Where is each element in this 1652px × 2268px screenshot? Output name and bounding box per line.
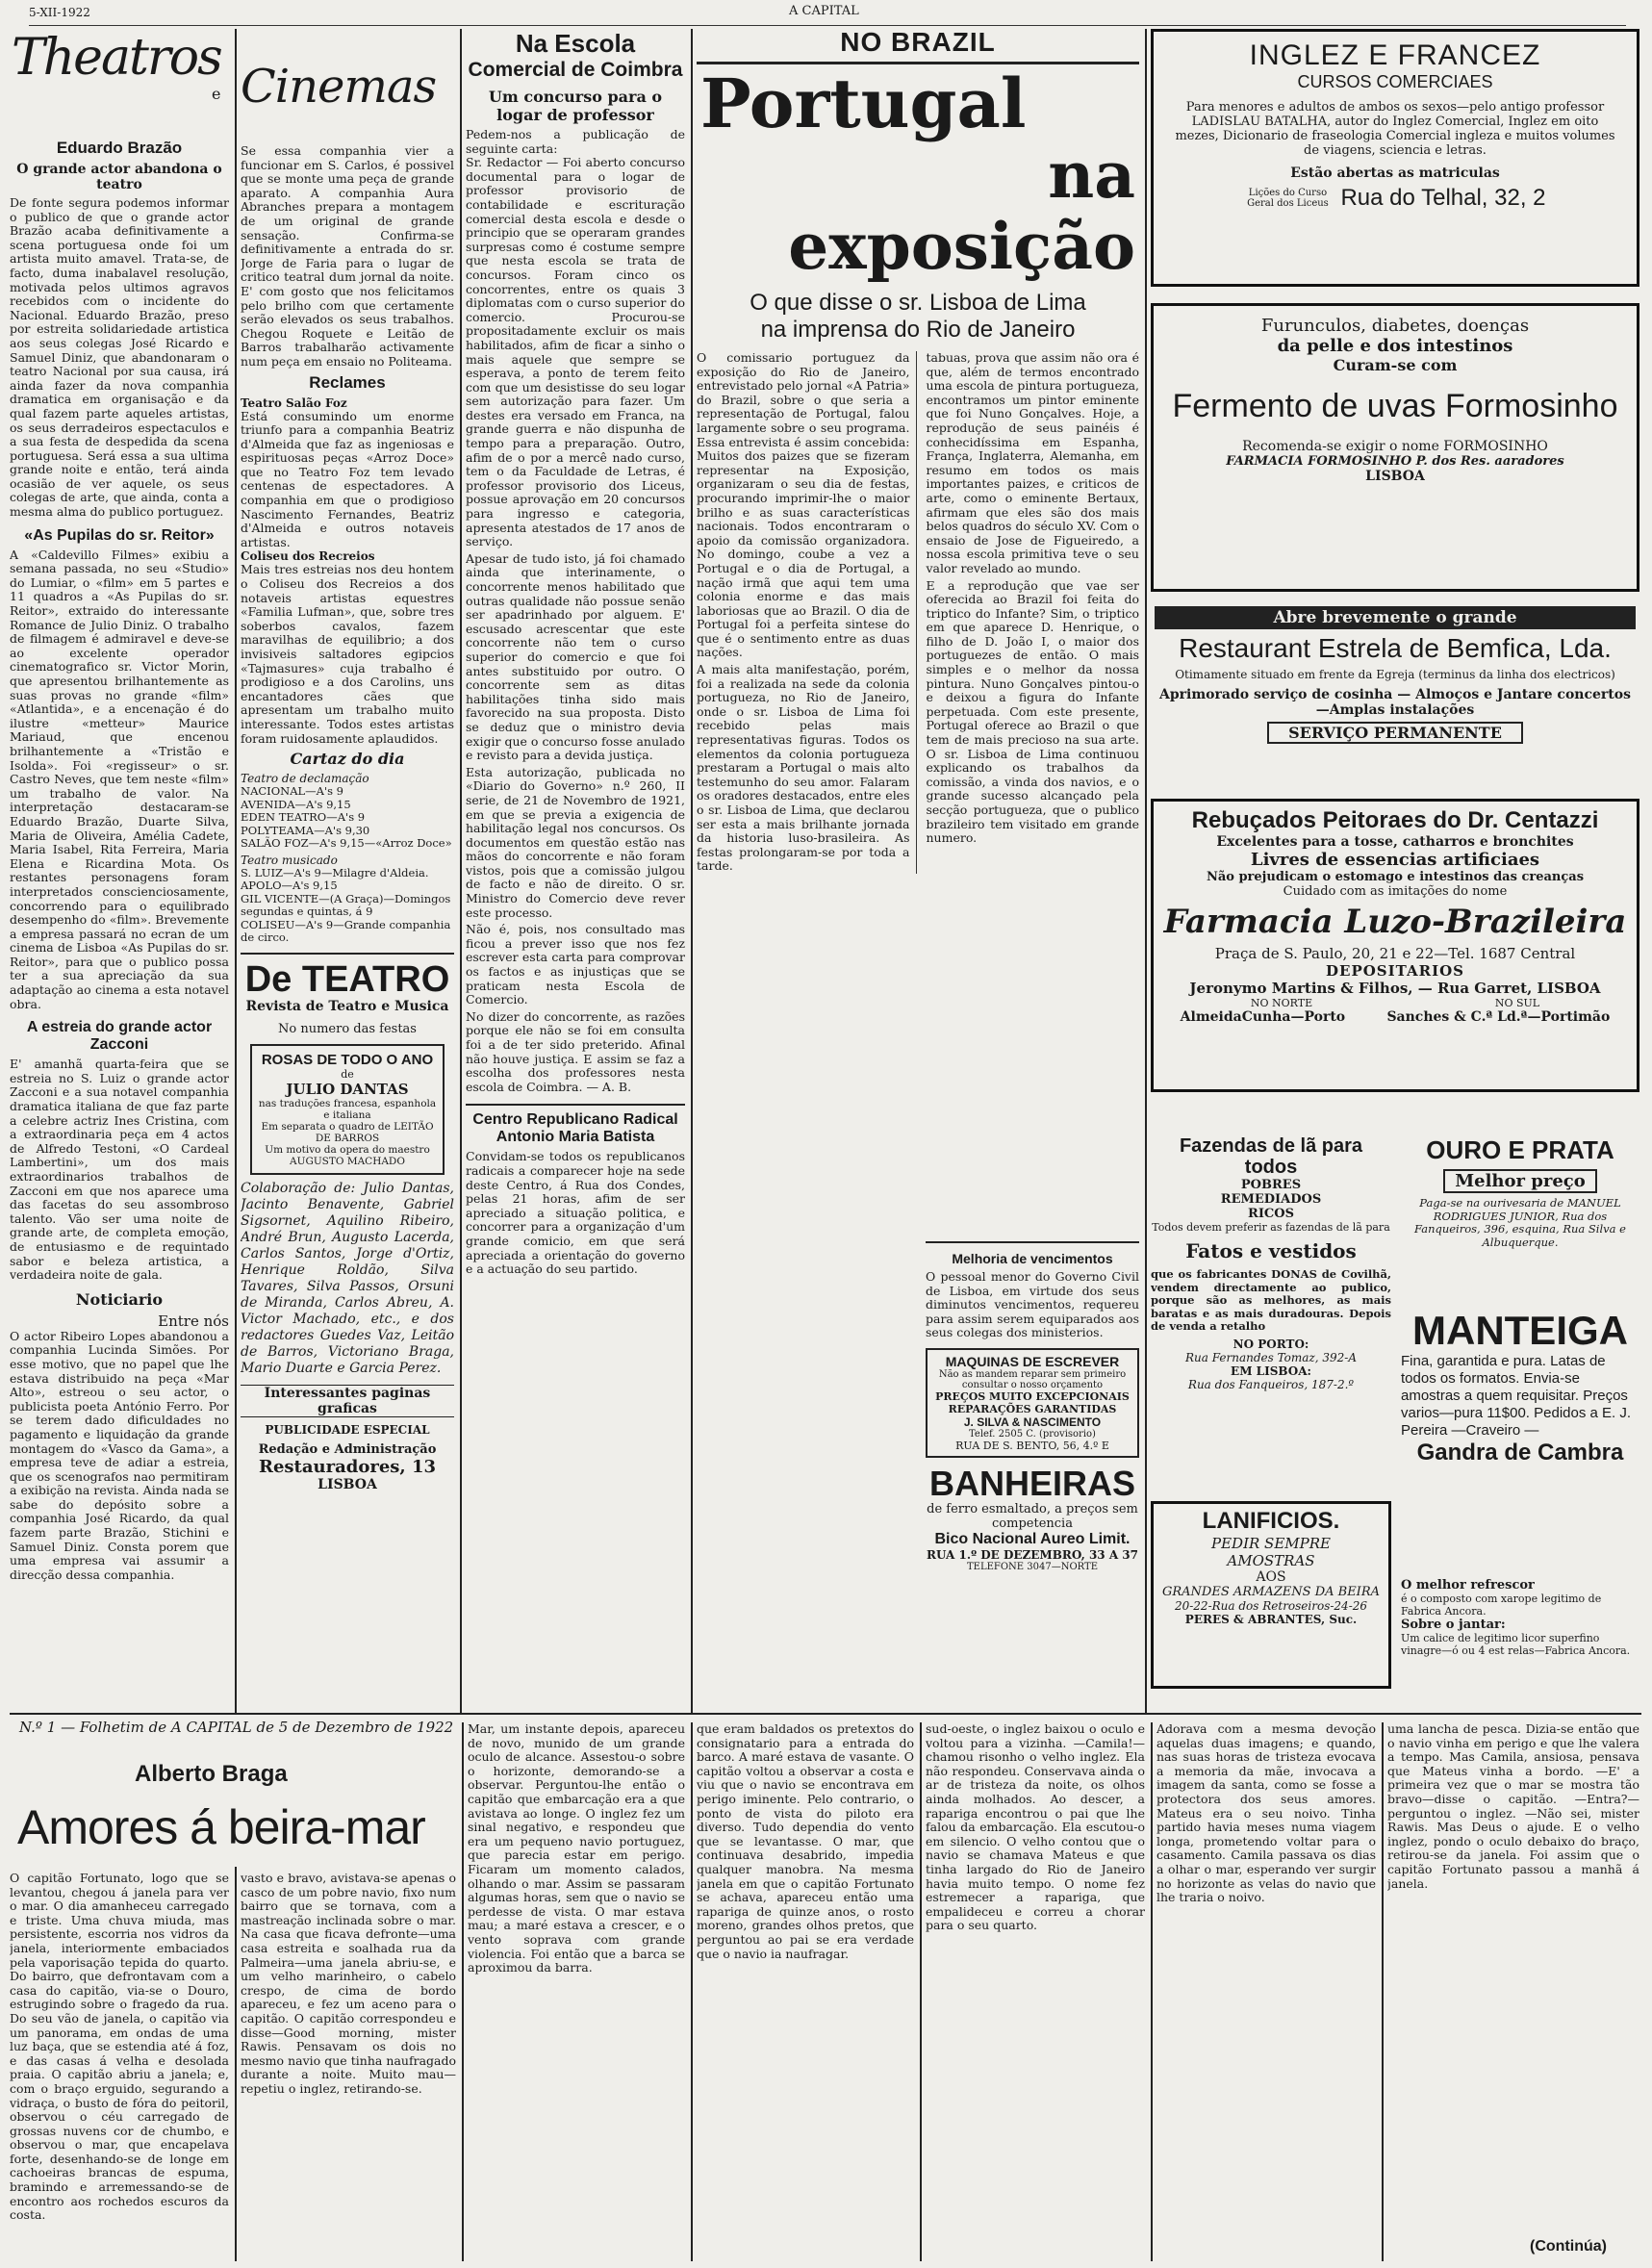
column-rule [1145,29,1147,1713]
article-intro: Pedem-nos a publicação de seguinte carta: [466,127,685,156]
folhetim-col-4 [697,1722,914,2261]
column-lower-ads [926,1241,1139,1713]
brazil-text-a1: O comissario portuguez da exposição do Rio de Janeiro, entrevistado pelo jornal «A Patria» do Brazil, sobre o que seria a representação de Portugal, falou largamente sobre o seu programa. Essa entrevista é assim concebida: Muitos dos paizes que se fizeram representar na Exposição, organizaram o seu dia de festas, procurando imprimir-lhe o maior brilho e as suas características nacionais. Todos encontraram o apoio da comissão organizadora. No domingo, coube a vez a Portugal e o dia de Portugal, a nação irmã que aqui tem uma colonia enorme e das mais laboriosas que ao Brazil. O dia de Portugal foi a perfeita sintese do que é o sentimento entre as duas nações. [697,350,910,660]
melhoria-text: O pessoal menor do Governo Civil de Lisboa, em virtude dos seus diminutos vencimentos, requereu para assim serem equiparados aos seus colegas dos ministerios. [926,1269,1139,1340]
issue-date: 5-XII-1922 [29,6,90,19]
title-exposicao: na exposição [788,138,1135,284]
cartaz-declamacao-list [241,785,454,851]
maquinas-title: MAQUINAS DE ESCREVER [945,1353,1120,1369]
brazil-col-a [697,351,917,874]
rebucados-cuidado: Cuidado com as imitações do nome [1283,884,1508,899]
folhetim-col-7 [1387,1722,1639,2232]
de-teatro-address: Restauradores, 13 [259,1456,436,1477]
header-cinemas: Cinemas [241,60,437,114]
folhetim-col-3 [468,1722,685,2261]
cartaz-item: GIL VICENTE—(A Graça)—Domingos segundas e quintas, á 9 [241,891,451,919]
restaurant-location: Otimamente situado em frente da Egreja (terminus da linha dos electricos) [1175,668,1615,681]
folhetim-col-rule [1382,1722,1384,2261]
article-noticiario-text: O actor Ribeiro Lopes abandonou a companhia Lucinda Simões. Por esse motivo, que no papel que lhe estava distribuido na peça «Mar Alto», estreou o seu actor, o publicista poeta António Ferro. Por se terem dado dificuldades no pagamento e liquidação da grande montagem do «Vasco da Gama», a empresa teve de adiar a estreia, que os scenografos nao permitiram a exibição na revista. Ainda nada se sabe do depósito sobre a companhia José Ricardo, da qual fazem parte Brazão, Stichini e Samuel Diniz. Consta porem que uma empresa vai assumir a direcção dessa companhia. [10,1328,229,1582]
brazil-text-b2: E a reprodução que vae ser oferecida ao Brazil foi feita do triptico do Infante? Sim, o triptico em que aparece D. Henrique, o filho de D. João I, o maior dos portuguezes de então. O mais simples e o melhor da nossa pintura. Nuno Gonçalves pintou-o e deixou a figura do Infante perpetuada. Com este presente, Portugal oferece ao Brazil o que tem de mais precioso na sua arte. O sr. Lisboa de Lima continuou explicando os trabalhos da comissão, a vinda dos navios, e o grande sucesso alcançado pela secção portugueza, que o publico brazileiro tem visitado em grande numero. [926,577,1139,846]
fermento-line2: da pelle e dos intestinos [1277,336,1513,356]
refrescos-jantar: Sobre o jantar: [1401,1618,1506,1632]
folhetim-text-4: que eram baldados os pretextos do consignatario para a entrada do barco. A maré estava de vasante. O capitão voltou a observar a costa e viu que o navio se encontrava em perigo iminente. Pelo contrario, o ponto de vista do piloto era diverso. Tudo dependia do vento que se levantasse. O mar, que continuava desabrido, impedia qualquer manobra. Na mesma janela em que o capitão Fortunato se achava, apareceu então uma rapariga de quinze anos, o rosto moreno, grandes olhos pretos, que perguntou ao pai se era verdade que o navio ia naufragar. [697,1722,914,1961]
maquinas-precos: PREÇOS MUITO EXCEPCIONAIS [935,1389,1130,1403]
article-companhias-text: Se essa companhia vier a funcionar em S. Carlos, é possivel que se monte uma peça de grande aparato. A companhia Aura Abranches prepara a montagem de um original de grande sensação. Confirma-se definitivamente a entrada do sr. Jorge de Faria para o lugar de critico teatral dum jornal da noite. E' com gosto que nos felicitamos pelo brilho com que certamente serão elevados os seus trabalhos. Chegou Roquete e Leitão de Barros trabalharão activamente num peça em ensaio no Politeama. [241,144,454,369]
fermento-title: Fermento de uvas Formosinho [1172,388,1618,424]
fazendas-text: que os fabricantes DONAS de Covilhã, vendem directamente ao publico, porque são as melhores, as mais baratas e as mais duradouras. Depois de venda a retalho [1151,1267,1391,1333]
article-centro-text: Convidam-se todos os republicanos radicais a comparecer hoje na sede deste Centro, á Rua dos Condes, pelas 21 horas, afim de ser apreciado a situação politica, e concorrer para a organização d'um grande comicio, em que será apreciada a orientação do governo e a actuação do seu partido. [466,1149,685,1277]
folhetim-col-rule [691,1722,693,2261]
article-salao-foz-text: Está consumindo um enorme triunfo para a companhia Beatriz d'Almeida que faz as ingeniosas e espirituosas peças «Arroz Doce» que no Teatro Foz tem levado centenas de espectadores. A companhia em que o prodigioso Nascimento Fernandes, Beatriz d'Almeida e outros notaveis artistas. [241,408,454,549]
cartaz-item: EDEN TEATRO—A's 9 [241,810,366,825]
masthead [29,4,1626,26]
cartaz-item: AVENIDA—A's 9,15 [241,797,351,811]
lanificios-pedir: PEDIR SEMPRE [1211,1535,1331,1552]
de-teatro-ad [241,953,454,1492]
brazil-text-a2: A mais alta manifestação, porém, foi a realizada na sede da colonia portugueza, no Rio de Janeiro, onde o sr. Lisboa de Lima foi recebido pelas mais representativas figuras. Todos os elementos da colonia portugueza prestaram a Portugal o mais alto testemunho do seu amor. Falaram os oradores destacados, entre eles o sr. Lisboa de Lima, que declarou ser esta a mais brilhante jornada da historia luso-brasileira. As festas prolongaram-se por toda a tarde. [697,662,910,874]
lanificios-amostras: AMOSTRAS [1227,1552,1315,1569]
fazendas-porto-address: Rua Fernandes Tomaz, 392-A [1184,1350,1357,1364]
folhetim-text-6: Adorava com a mesma devoção aquelas duas imagens; e quando, nas suas horas de tristeza evocava a memoria da mãe, invocava a imagem da santa, como se fosse a protectora dos seus amores. Mateus era o seu noivo. Tinha partido havia meses numa viagem longa, prometendo voltar para o casamento. Camila passava os dias a olhar o mar, esperando ver surgir no horizonte as velas do navio que lhe traria o noivo. [1156,1722,1376,1905]
article-coliseu-text: Mais tres estreias nos deu hontem o Coliseu dos Recreios a dos notaveis artistas equestres «Familia Lufman», que, sobre tres soberbos cavalos, fazem maravilhas de equilibrio; a dos invisiveis saltadores egipcios «Tajmasures» cuja trabalho é prodigioso e a dos Carolins, uns encantadores cães que apresentam um trabalho muito interessante. Todos estes artistas foram ruidosamente aplaudidos. [241,562,454,746]
fazendas-lisboa: EM LISBOA: [1231,1363,1311,1378]
fermento-line3: Curam-se com [1333,356,1458,374]
theatros-cinemas-header [10,29,229,135]
folhetim-col-rule [235,1867,237,2261]
fazendas-porto: NO PORTO: [1233,1337,1309,1351]
ad-fermento-formosinho [1151,303,1639,592]
refrescos-title: O melhor refrescor [1401,1578,1535,1593]
cartaz-item: S. LUIZ—A's 9—Milagre d'Aldeia. [241,865,429,879]
de-teatro-issue: No numero das festas [278,1021,417,1036]
rebucados-title: Rebuçados Peitoraes do Dr. Centazzi [1191,807,1599,833]
folhetim-col-2 [241,1872,456,2261]
article-pupilas-text: A «Caldevillo Filmes» exibiu a semana passada, no seu «Studio» do Lumiar, o «film» em 5 partes e 11 quadros a «As Pupilas do sr. Reitor», extraido do interessante Romance de Julio Diniz. O trabalho de filmagem é admiravel e deve-se ao excelente operador cinematografico sr. Victor Morin, que apresentou brilhantemente as suas provas no grande «film» «Atlantida», e a encenação é do ilustre «metteur» Maurice Mariaud, que encenou brilhantemente a «Tristão e Isolda». Foi «regisseur» o sr. Castro Neves, que tem neste «film» um trabalho de valor. Na interpretação destacaram-se Eduardo Brazão, Duarte Silva, Maria de Oliveira, Amélia Cadete, Maria Isabel, Rita Ferreira, Maria Elena e Ricardina Mota. Os restantes personagens foram interpretados conscienciosamente, concorrendo para o equilibrado desempenho do «film». Brevemente a empresa passará no ecran de um cinema de Lisboa «As Pupilas do sr. Reitor», para que o publico possa ter a sua apreciação da sua adaptação ao cinema a esta notavel obra. [10,547,229,1011]
lanificios-aos: AOS [1256,1569,1286,1585]
folhetim-col-rule [1151,1722,1153,2261]
inglez-licoes: Lições do Curso Geral dos Liceus [1247,188,1329,209]
article-concurso-p2: Apesar de tudo isto, já foi chamado ainda que interinamente, o concorrente menos habilitado que outras qualidade não possue senão ser apadrinhado por alguem. E' escusado acrescentar que este concorrente não tem o curso superior do comercio e que foi antes substituido por outro. O concorrente sem as ditas habilitações tinha sido mais favorecido na sua proposta. Disto se deduz que o ministro devia exigir que o concurso fosse anulado e revisto para a devida justiça. [466,550,685,763]
lanificios-title: LANIFICIOS. [1202,1508,1340,1534]
fermento-lisboa: LISBOA [1365,469,1425,484]
cartaz-item: APOLO—A's 9,15 [241,879,338,893]
folhetim-text-5: sud-oeste, o inglez baixou o oculo e voltou para a vizinha. —Camila!—chamou risonho o velho inglez. Ela não respondeu. Conservava ainda o ar de tristeza da noite, os olhos ainda molhados. Ao descer, a rapariga encontrou o pai que lhe falou da embarcação. Ela escutou-o em silencio. O velho contou que o navio se chamava Mateus e que tinha largado do Rio de Janeiro havia muito tempo. O nome fez estremecer a rapariga, que empalideceu e correu a chorar para o seu quarto. [926,1722,1145,1933]
ouro-melhor-preco: Melhor preço [1443,1169,1597,1193]
header-theatros: Theatros [12,29,221,87]
cartaz-item: SALÃO FOZ—A's 9,15—«Arroz Doce» [241,836,452,851]
folhetim-text-3: Mar, um instante depois, apareceu de novo, munido de um grande oculo de alcance. Assestou-o sobre o horizonte, demorando-se a observar. Perguntou-lhe então o capitão que embarcação era a que avistava ao longe. O inglez fez um sinal negativo, e respondeu que era um pequeno navio portuguez, que parecia estar em perigo. Ficaram um momento calados, olhando o mar. Assim se passaram algumas horas, sem que o navio se perdesse de vista. O mar estava mau; a maré estava a crescer, e o vento soprava com grande violencia. Foi então que a barca se aproximou da barra. [468,1722,685,1975]
restaurant-opening: Abre brevemente o grande [1155,606,1636,629]
folhetim-col-rule [920,1722,922,2261]
fazendas-ricos: RICOS [1248,1207,1294,1221]
banheiras-text: de ferro esmaltado, a preços sem competencia [927,1501,1138,1531]
column-rule [460,29,462,1713]
banheiras-ad [926,1465,1139,1572]
cartaz-item: NACIONAL—A's 9 [241,784,343,799]
ad-lanificios [1151,1501,1391,1689]
subtitle-imprensa: na imprensa do Rio de Janeiro [760,317,1076,343]
ouro-text: Paga-se na ourivesaria de MANUEL RODRIGUES JUNIOR, Rua dos Fanqueiros, 396, esquina, Rua Silva e Albuquerque. [1414,1196,1626,1249]
folhetim-author: Alberto Braga [135,1761,288,1787]
brazil-article-columns [697,351,1139,874]
heading-comercial-coimbra: Comercial de Coimbra [468,59,683,81]
maquinas-text: Não as mandem reparar sem primeiro consultar o nosso orçamento [938,1368,1127,1390]
de-teatro-title: De TEATRO [244,958,450,1000]
rosas-de: de [341,1067,354,1081]
rosas-separata: Em separata o quadro de LEITÃO DE BARROS [261,1120,434,1144]
refrescos-licor: Um calice de legitimo licor superfino vinagre—ó ou 4 est relas—Fabrica Ancora. [1401,1632,1631,1657]
banheiras-address: RUA 1.º DE DEZEMBRO, 33 A 37 [926,1547,1139,1562]
heading-centro-republicano: Centro Republicano Radical Antonio Maria Batista [466,1104,685,1146]
subheading-coliseu: Coliseu dos Recreios [241,549,375,564]
cartaz-musicado-list [241,867,454,945]
article-concurso-p3: Esta autorização, publicada no «Diario do Governo» n.º 260, II serie, de 21 de Novembro de 1921, em que se previa a exigencia de habilitação legal nos concursos. Os documentos em questão estão nas mãos do concorrente e não foram vistos, pois que a comissão julgou de facto e não de direito. O sr. Ministro do Comercio deve rever este processo. [466,764,685,920]
heading-zacconi: A estreia do grande actor Zacconi [26,1019,213,1054]
rebucados-sul: NO SUL [1494,997,1540,1009]
de-teatro-subtitle: Revista de Teatro e Musica [245,998,449,1014]
ad-inglez-francez [1151,29,1639,287]
maquinas-address: RUA DE S. BENTO, 56, 4.º E [955,1439,1109,1452]
rebucados-address: Praça de S. Paulo, 20, 21 e 22—Tel. 1687 Central [1214,945,1576,962]
heading-reclames: Reclames [309,372,386,392]
subheading-entre-nos: Entre nós [158,1312,229,1330]
brazil-col-b [927,351,1140,874]
banheiras-firm: Bico Nacional Aureo Limit. [934,1530,1131,1547]
rebucados-portimao: Sanches & C.ª Ld.ª—Portimão [1386,1009,1611,1025]
inglez-address-line [1165,185,1625,212]
de-teatro-pages: Interessantes paginas graficas [241,1385,454,1417]
ad-refrescos [1401,1578,1639,1694]
restaurant-service: Aprimorado serviço de cosinha — Almoços e Jantare concertos—Amplas instalações [1159,687,1631,718]
rosas-motivo: Um motivo da opera do maestro AUGUSTO MACHADO [265,1143,430,1167]
inglez-text: Para menores e adultos de ambos os sexos—pelo antigo professor LADISLAU BATALHA, autor do Inglez Comercial, Inglez em oito mezes, Dicionario de fraseologia Comercial ingleza e muitos volumes de viagens, sciencia e letras. [1175,100,1615,158]
lanificios-armazens: GRANDES ARMAZENS DA BEIRA [1162,1585,1380,1599]
folhetim-text-7: uma lancha de pesca. Dizia-se então que o navio vinha em perigo e que lhe valera a tempo. Mas Camila, ansiosa, pensava que Mateus vinha a bordo. —E' a primeira vez que o mar se mostra tão bravo—disse o capitão. —Entra?—perguntou o inglez. —Não sei, mister Rawis. Mas Deus o ajude. E o velho inglez, pondo o oculo debaixo do braço, retirou-se da janela. Foi assim que o capitão Fortunato passou a manhã á janela. [1387,1722,1639,1891]
ad-ouro-prata [1401,1135,1639,1299]
article-brazao-text: De fonte segura podemos informar o publico de que o grande actor Brazão acaba definitivamente a scena portuguesa onde foi um artista muito amavel. Trata-se, de facto, duma inabalavel resolução, motivada pelos ultimos agravos recebidos com o incidente do Nacional. Eduardo Brazão, preso por estreita solidariedade artistica aos seus colegas José Ricardo e Samuel Diniz, que abandonaram o teatro Nacional por sua causa, irá ainda fazer da nova companhia dramatica em organisação e da qual fazem parte aqueles artistas, os seus derradeiros espectaculos e a sua festa de despedida da scena portuguesa. Será essa a sua ultima grande noite e então, terá ainda ocasião de ver aquele, os seus colegas de arte, que ainda, conta a mesma alma do publico portuguez. [10,195,229,520]
paper-name: A CAPITAL [789,4,859,18]
lanificios-address: 20-22-Rua dos Retroseiros-24-26 [1174,1599,1368,1613]
folhetim-rule [10,1713,1641,1715]
restaurant-name: Restaurant Estrela de Bemfica, Lda. [1179,633,1612,663]
header-amp: e [212,85,221,103]
manteiga-gandra: Gandra de Cambra [1416,1440,1624,1465]
folhetim-col-5 [926,1722,1145,2261]
column-theatros [10,29,229,1713]
rebucados-deposits [1159,1009,1631,1025]
cartaz-item: COLISEU—A's 9—Grande companhia de circo. [241,917,451,945]
article-zacconi-text: E' amanhã quarta-feira que se estreia no S. Luiz o grande actor Zacconi e a sua notavel companhia dramatica italiana de que faz parte a celebre actriz Ines Cristina, com a extraordinaria peça em 4 actos de Alfredo Testoni, «O Cardeal Lambertini», um dos mais extraordinarios trabalhos de Zacconi em que nos aparece uma das facetas do seu assombroso talento. Vão ser uma noite de grande arte, de completa emoção, de entusiasmo e de requintado sabor e beleza artistica, a verdadeira noite de gala. [10,1057,229,1283]
rebucados-livres: Livres de essencias artificiaes [1250,850,1540,870]
title-portugal: Portugal [700,64,1027,143]
folhetim-text-1: O capitão Fortunato, logo que se levantou, chegou á janela para ver o mar. O dia amanheceu carregado e triste. Uma chuva miuda, mas persistente, escorria nos vidros da janela, interiormente embaciados pela vaporisação tepida do quarto. Do bairro, que defrontavam com a casa do capitão, via-se o Douro, estrugindo sobre o fragedo da rua. Do seu vão de janela, o capitão via um panorama, em ondas de uma luz baça, que se estendia até á foz, e das casas á velha e desolada praia. O capitão abriu a janela; e, com o braço erguido, segurando a vidraça, o busto de fóra do peitoril, observou o céu carregado de grossas nuvens cor de chumbo, e observou o mar, que encapelava forte, desenhando-se de longe em cachoeiras brancas de espuma, bramindo e arremessando-se de encontro aos rochedos escuros da costa. [10,1872,229,2223]
de-teatro-admin: Redação e Administração [258,1441,437,1457]
article-concurso-p4: Não é, pois, nos consultado mas ficou a prever isso que nos fez escrever esta carta para comprovar os factos e as injustiças que se praticam nesta Escola de Comercio. [466,922,685,1007]
heading-pupilas: «As Pupilas do sr. Reitor» [24,526,215,544]
lanificios-peres: PERES & ABRANTES, Suc. [1184,1613,1358,1626]
article-concurso-p1: Sr. Redactor — Foi aberto concurso documental para o logar de professor provisorio de contabilidade e escrituração comercial desta escola e desde o principio que se operaram grandes surpresas como é costume sempre que nesta escola se trata de concursos. Foram cinco os concorrentes, entre os quais 3 diplomatas com o curso superior do comercio. Procurou-se propositadamente excluir os mais habilitados, afim de ficar a sinho o mais aquele que sempre se esperava, a ponto de terem feito com que um desistisse do seu logar sem autorização para fazer. Um destes era versado em Franca, na grande guerra e não dispunha de tempo para a preparação. Outro, afim de o por a mercê nado curso, tem o da Faculdade de Letras, é professor provisorio dos Liceus, possue aprovação em 20 concursos para ingresso e categoria, apresenta atestados de 17 anos de serviço. [466,155,685,549]
rosas-author: JULIO DANTAS [286,1080,409,1098]
column-escola [466,29,685,1713]
rebucados-norte: NO NORTE [1250,997,1313,1009]
fazendas-pobres: POBRES [1240,1178,1302,1192]
rebucados-tosse: Excelentes para a tosse, catharros e bronchites [1216,834,1574,850]
banheiras-title: BANHEIRAS [928,1463,1135,1503]
restaurant-permanent: SERVIÇO PERMANENTE [1267,722,1523,744]
inglez-address: Rua do Telhal, 32, 2 [1340,185,1546,211]
subheading-salao-foz: Teatro Salão Foz [241,395,347,410]
rebucados-porto: AlmeidaCunha—Porto [1180,1009,1346,1025]
fermento-farmacia: FARMACIA FORMOSINHO P. dos Res. aaradores [1226,454,1564,469]
inglez-title: INGLEZ E FRANCEZ [1249,39,1541,71]
ad-rebucados-centazzi [1151,799,1639,1092]
rebucados-estomago: Não prejudicam o estomago e intestinos das creanças [1206,870,1585,884]
folhetim-header: N.º 1 — Folhetim de A CAPITAL de 5 de Dezembro de 1922 [19,1719,454,1736]
banheiras-telefone: TELEFONE 3047—NORTE [967,1561,1098,1572]
inglez-subtitle: CURSOS COMERCIAES [1297,72,1493,91]
article-concurso-p5: No dizer do concorrente, as razões porque ele não se foi em consulta foi a de ter sido preterido. Afinal não houve justiça. E assim se faz a escolha dos professores nesta escola de Coimbra. — A. B. [466,1008,685,1094]
folhetim-title: Amores á beira-mar [17,1800,425,1854]
maquinas-telef: Telef. 2505 C. (provisorio) [969,1428,1096,1440]
maquinas-ad [926,1348,1139,1458]
folhetim-col-1 [10,1872,229,2261]
fazendas-lisboa-address: Rua dos Fanqueiros, 187-2.º [1187,1377,1355,1391]
rebucados-depositarios: DEPOSITARIOS [1326,962,1464,980]
rebucados-jeronymo: Jeronymo Martins & Filhos, — Rua Garret, LISBOA [1189,980,1601,997]
heading-melhoria: Melhoria de vencimentos [952,1251,1113,1266]
fazendas-preferir: Todos devem preferir as fazendas de lã para [1152,1221,1390,1234]
maquinas-firm: J. SILVA & NASCIMENTO [963,1414,1102,1429]
refrescos-text: é o composto com xarope legitimo de Fabrica Ancora. [1401,1593,1602,1618]
subheading-abandona-teatro: O grande actor abandona o teatro [16,162,222,192]
heading-cartaz: Cartaz do dia [290,750,405,769]
fazendas-fatos: Fatos e vestidos [1185,1239,1357,1262]
maquinas-garantidas: REPARAÇÕES GARANTIDAS [948,1402,1117,1415]
column-reclames [241,144,454,1713]
rebucados-farmacia: Farmacia Luzo-Brazileira [1163,903,1627,941]
folhetim-col-6 [1156,1722,1376,2261]
fazendas-remediados: REMEDIADOS [1220,1192,1322,1207]
rosas-translations: nas traduções francesa, espanhola e italiana [258,1097,437,1121]
manteiga-text: Fina, garantida e pura. Latas de todos os formatos. Envia-se amostras a quem requisitar. Preços varios—pura 11$00. Pedidos a E. J. Pereira —Craveiro — [1401,1353,1632,1439]
fazendas-title: Fazendas de lã para todos [1179,1135,1363,1178]
ouro-title: OURO E PRATA [1426,1135,1614,1164]
folhetim-text-2: vasto e bravo, avistava-se apenas o casco de um pobre navio, fixo num bairro que se tornava, com a mastreação inclinada sobre o mar. Na casa que ficava defronte—uma casa estreita e soalhada rua da Palmeira—uma janela abriu-se, e um velho marinheiro, o cabelo crespo, de cima de bordo apareceu, e fez um aceno para o capitão. O capitão correspondeu e disse—Good morning, mister Rawis. Pensavam os dois no mesmo navio que tinha naufragado durante a noite. Muito mau—repetiu o inglez, retirando-se. [241,1872,456,2096]
subheading-declamacao: Teatro de declamação [241,772,369,786]
subtitle-lisboa-lima: O que disse o sr. Lisboa de Lima [750,290,1086,316]
subheading-concurso: Um concurso para o logar de professor [488,88,663,124]
de-teatro-publicidade: PUBLICIDADE ESPECIAL [265,1422,430,1437]
inglez-matriculas: Estão abertas as matriculas [1290,166,1500,181]
rosas-box [250,1044,445,1175]
rebucados-regions [1159,997,1631,1009]
heading-na-escola: Na Escola [515,29,636,58]
de-teatro-city: LISBOA [318,1476,377,1492]
folhetim-continua: (Continúa) [1530,2238,1607,2255]
melhoria-section [926,1241,1139,1340]
cartaz-item: POLYTEAMA—A's 9,30 [241,823,370,837]
ad-restaurant [1155,606,1636,784]
subheading-musicado: Teatro musicado [241,853,338,867]
rosas-title: ROSAS DE TODO O ANO [261,1051,434,1068]
de-teatro-collaborators: Colaboração de: Julio Dantas, Jacinto Benavente, Gabriel Sigsornet, Aquilino Ribeiro, André Brun, Augusto Lacerda, Carlos Santos, Jorge d'Ortiz, Henrique Roldão, Silva Tavares, Silva Passos, Orsuni de Miranda, Carlos Abreu, A. Victor Machado, etc., e dos redactores Guedes Vaz, Leitão de Barros, Victoriano Braga, Mario Duarte e Garcia Perez. [241,1180,454,1376]
fermento-exigir: Recomenda-se exigir o nome FORMOSINHO [1242,439,1548,454]
banner-no-brazil: NO BRAZIL [840,27,996,57]
folhetim-col-rule [462,1722,464,2261]
heading-noticiario: Noticiario [75,1289,164,1309]
column-rule [691,29,693,1713]
brazil-text-b1: tabuas, prova que assim não ora é que, além de termos encontrado uma escola de pintura portugueza, encontramos um pintor eminente que foi Nuno Gonçalves. Hoje, a reprodução de seus painéis é conhecidíssima em Espanha, França, Inglaterra, Alemanha, em resumo em todos os mais importantes paizes, e criticos de arte, como o eminente Bertaux, afirmam que eles são dos mais belos quadros do século XV. Com o ensaio de Jose de Figueiredo, a nossa escola primitiva teve o seu valor revelado ao mundo. [926,350,1139,575]
column-rule [235,29,237,1713]
heading-eduardo-brazao: Eduardo Brazão [56,139,183,157]
manteiga-title: MANTEIGA [1412,1308,1628,1353]
fermento-line1: Furunculos, diabetes, doenças [1260,316,1530,336]
ad-manteiga [1401,1309,1639,1501]
ad-fazendas [1151,1135,1391,1491]
